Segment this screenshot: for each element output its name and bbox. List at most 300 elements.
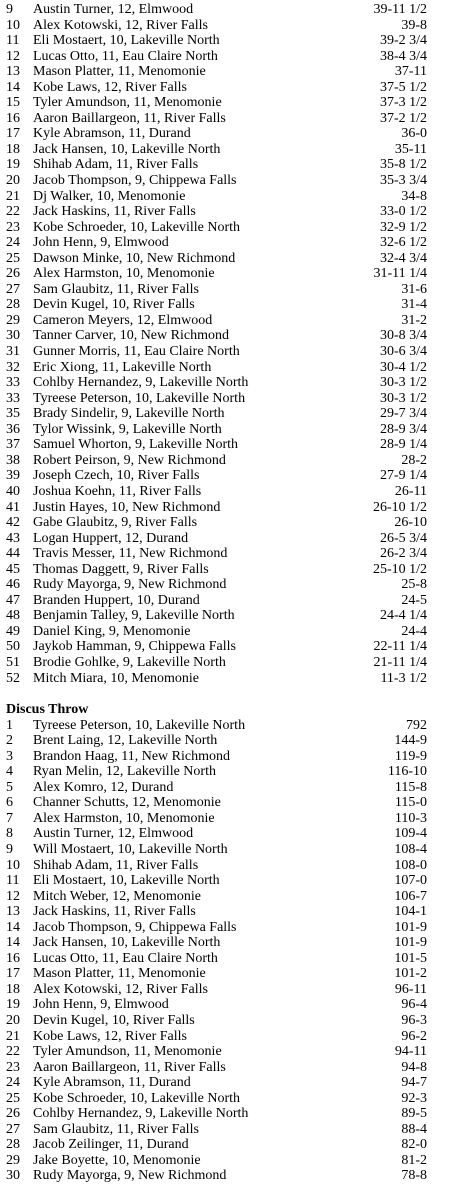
place-number: 16	[6, 950, 20, 966]
athlete-entry: Sam Glaubitz, 11, River Falls	[33, 1121, 199, 1137]
athlete-entry: Jacob Zeilinger, 11, Durand	[33, 1137, 189, 1153]
result-mark: 31-6	[401, 281, 427, 297]
result-row	[0, 655, 455, 671]
result-mark: 38-4 3/4	[379, 48, 427, 64]
place-number: 19	[6, 157, 20, 173]
place-number: 21	[6, 1028, 20, 1044]
result-mark: 94-7	[401, 1075, 427, 1091]
result-mark: 96-2	[401, 1028, 427, 1044]
result-row	[0, 546, 455, 562]
result-row	[0, 515, 455, 531]
place-number: 12	[6, 48, 20, 64]
place-number: 6	[6, 795, 13, 811]
athlete-entry: Eli Mostaert, 10, Lakeville North	[33, 33, 220, 49]
result-mark: 101-2	[394, 966, 427, 982]
result-row	[0, 344, 455, 360]
athlete-entry: Cameron Meyers, 12, Elmwood	[33, 312, 213, 328]
athlete-entry: Shihab Adam, 11, River Falls	[33, 157, 199, 173]
result-row	[0, 982, 455, 998]
place-number: 19	[6, 997, 20, 1013]
place-number: 10	[6, 857, 20, 873]
result-row	[0, 375, 455, 391]
place-number: 2	[6, 733, 13, 749]
place-number: 23	[6, 1059, 20, 1075]
place-number: 31	[6, 344, 20, 360]
athlete-entry: Dj Walker, 10, Menomonie	[33, 188, 186, 204]
place-number: 44	[6, 546, 20, 562]
result-row	[0, 297, 455, 313]
result-row	[0, 468, 455, 484]
athlete-entry: Alex Kotowski, 12, River Falls	[33, 17, 208, 33]
event-title: Discus Throw	[6, 701, 89, 717]
result-row	[0, 718, 455, 734]
result-mark: 34-8	[401, 188, 427, 204]
place-number: 26	[6, 266, 20, 282]
result-row	[0, 80, 455, 96]
result-mark: 24-4	[401, 623, 427, 639]
athlete-entry: Sam Glaubitz, 11, River Falls	[33, 281, 199, 297]
result-row	[0, 313, 455, 329]
result-mark: 33-0 1/2	[379, 204, 427, 220]
result-mark: 32-4 3/4	[379, 250, 427, 266]
result-row	[0, 251, 455, 267]
result-row	[0, 2, 455, 18]
result-mark: 35-11	[394, 141, 427, 157]
result-row	[0, 157, 455, 173]
result-row	[0, 49, 455, 65]
result-mark: 32-6 1/2	[379, 235, 427, 251]
athlete-entry: Kobe Laws, 12, River Falls	[33, 79, 187, 95]
place-number: 43	[6, 530, 20, 546]
place-number: 13	[6, 64, 20, 80]
result-mark: 11-3 1/2	[380, 670, 427, 686]
athlete-entry: Robert Peirson, 9, New Richmond	[33, 452, 226, 468]
result-row	[0, 64, 455, 80]
athlete-entry: Jaykob Hamman, 9, Chippewa Falls	[33, 639, 236, 655]
result-row	[0, 189, 455, 205]
athlete-entry: Justin Hayes, 10, New Richmond	[33, 499, 221, 515]
place-number: 18	[6, 141, 20, 157]
result-mark: 29-7 3/4	[379, 406, 427, 422]
result-row	[0, 328, 455, 344]
result-row	[0, 437, 455, 453]
result-mark: 28-9 1/4	[379, 437, 427, 453]
place-number: 24	[6, 235, 20, 251]
athlete-entry: Jack Hansen, 10, Lakeville North	[33, 141, 221, 157]
result-row	[0, 1060, 455, 1076]
place-number: 20	[6, 173, 20, 189]
place-number: 25	[6, 1090, 20, 1106]
place-number: 5	[6, 779, 13, 795]
result-mark: 94-11	[394, 1044, 427, 1060]
result-mark: 101-9	[394, 935, 427, 951]
athlete-entry: Brent Laing, 12, Lakeville North	[33, 733, 218, 749]
place-number: 10	[6, 17, 20, 33]
result-row	[0, 1137, 455, 1153]
athlete-entry: Tanner Carver, 10, New Richmond	[33, 328, 229, 344]
result-mark: 31-4	[401, 297, 427, 313]
athlete-entry: Lucas Otto, 11, Eau Claire North	[33, 950, 218, 966]
result-mark: 107-0	[394, 873, 427, 889]
result-mark: 25-8	[401, 577, 427, 593]
place-number: 29	[6, 312, 20, 328]
result-row	[0, 639, 455, 655]
section-spacer	[0, 686, 455, 702]
place-number: 12	[6, 888, 20, 904]
place-number: 48	[6, 608, 20, 624]
athlete-entry: Austin Turner, 12, Elmwood	[33, 826, 194, 842]
place-number: 20	[6, 1013, 20, 1028]
result-mark: 101-5	[394, 950, 427, 966]
place-number: 14	[6, 79, 20, 95]
athlete-entry: Jake Boyette, 10, Menomonie	[33, 1152, 201, 1168]
result-mark: 26-5 3/4	[379, 530, 427, 546]
place-number: 23	[6, 219, 20, 235]
result-row	[0, 904, 455, 920]
athlete-entry: Mason Platter, 11, Menomonie	[33, 64, 206, 80]
result-row	[0, 220, 455, 236]
result-mark: 110-3	[394, 810, 427, 826]
result-row	[0, 1122, 455, 1138]
result-row	[0, 360, 455, 376]
place-number: 11	[6, 33, 20, 49]
place-number: 51	[6, 654, 20, 670]
result-mark: 26-2 3/4	[379, 546, 427, 562]
athlete-entry: Eli Mostaert, 10, Lakeville North	[33, 873, 220, 889]
place-number: 33	[6, 375, 20, 391]
athlete-entry: Cohlby Hernandez, 9, Lakeville North	[33, 375, 249, 391]
place-number: 45	[6, 561, 20, 577]
result-mark: 115-0	[394, 795, 427, 811]
athlete-entry: Thomas Daggett, 9, River Falls	[33, 561, 209, 577]
place-number: 42	[6, 515, 20, 531]
result-row	[0, 624, 455, 640]
result-row	[0, 671, 455, 687]
result-mark: 30-8 3/4	[379, 328, 427, 344]
result-mark: 92-3	[401, 1090, 427, 1106]
place-number: 40	[6, 483, 20, 499]
result-row	[0, 422, 455, 438]
place-number: 47	[6, 592, 20, 608]
result-mark: 25-10 1/2	[372, 561, 427, 577]
place-number: 35	[6, 406, 20, 422]
athlete-entry: Ryan Melin, 12, Lakeville North	[33, 764, 216, 780]
result-row	[0, 733, 455, 749]
place-number: 25	[6, 250, 20, 266]
result-row	[0, 500, 455, 516]
result-row	[0, 795, 455, 811]
result-row	[0, 842, 455, 858]
place-number: 32	[6, 359, 20, 375]
athlete-entry: Gunner Morris, 11, Eau Claire North	[33, 344, 240, 360]
result-row	[0, 920, 455, 936]
athlete-entry: Aaron Baillargeon, 11, River Falls	[33, 110, 226, 126]
result-mark: 88-4	[401, 1121, 427, 1137]
athlete-entry: Mitch Weber, 12, Menomonie	[33, 888, 201, 904]
athlete-entry: Alex Harmston, 10, Menomonie	[33, 266, 215, 282]
result-mark: 39-11 1/2	[373, 2, 427, 17]
result-row	[0, 484, 455, 500]
result-row	[0, 749, 455, 765]
athlete-entry: Dawson Minke, 10, New Richmond	[33, 250, 236, 266]
result-mark: 36-0	[401, 126, 427, 142]
place-number: 24	[6, 1075, 20, 1091]
place-number: 27	[6, 1121, 20, 1137]
result-mark: 81-2	[401, 1152, 427, 1168]
result-row	[0, 593, 455, 609]
result-row	[0, 1106, 455, 1122]
place-number: 27	[6, 281, 20, 297]
result-row	[0, 577, 455, 593]
result-mark: 35-3 3/4	[379, 173, 427, 189]
athlete-entry: Tyler Amundson, 11, Menomonie	[33, 1044, 222, 1060]
place-number: 26	[6, 1106, 20, 1122]
place-number: 17	[6, 966, 20, 982]
athlete-entry: Rudy Mayorga, 9, New Richmond	[33, 577, 227, 593]
athlete-entry: Tyreese Peterson, 10, Lakeville North	[33, 717, 246, 733]
result-row	[0, 531, 455, 547]
athlete-entry: Tylor Wissink, 9, Lakeville North	[33, 421, 222, 437]
athlete-entry: Benjamin Talley, 9, Lakeville North	[33, 608, 235, 624]
place-number: 13	[6, 904, 20, 920]
place-number: 11	[6, 873, 20, 889]
result-row	[0, 826, 455, 842]
place-number: 8	[6, 826, 13, 842]
result-row	[0, 1091, 455, 1107]
athlete-entry: Jacob Thompson, 9, Chippewa Falls	[33, 919, 237, 935]
place-number: 22	[6, 1044, 20, 1060]
athlete-entry: Alex Komro, 12, Durand	[33, 779, 174, 795]
result-row	[0, 282, 455, 298]
athlete-entry: Brandon Haag, 11, New Richmond	[33, 748, 230, 764]
athlete-entry: Alex Harmston, 10, Menomonie	[33, 810, 215, 826]
athlete-entry: Tyler Amundson, 11, Menomonie	[33, 95, 222, 111]
result-mark: 96-11	[394, 981, 427, 997]
athlete-entry: John Henn, 9, Elmwood	[33, 997, 169, 1013]
athlete-entry: Tyreese Peterson, 10, Lakeville North	[33, 390, 246, 406]
discus-throw-results	[0, 718, 455, 1184]
result-row	[0, 111, 455, 127]
result-mark: 96-4	[401, 997, 427, 1013]
result-mark: 96-3	[401, 1013, 427, 1028]
result-mark: 26-11	[394, 483, 427, 499]
result-mark: 22-11 1/4	[373, 639, 427, 655]
athlete-entry: Joseph Czech, 10, River Falls	[33, 468, 200, 484]
result-row	[0, 126, 455, 142]
athlete-entry: Lucas Otto, 11, Eau Claire North	[33, 48, 218, 64]
result-row	[0, 780, 455, 796]
athlete-entry: Joshua Koehn, 11, River Falls	[33, 483, 202, 499]
result-mark: 119-9	[394, 748, 427, 764]
result-mark: 106-7	[394, 888, 427, 904]
result-mark: 28-2	[401, 452, 427, 468]
result-mark: 35-8 1/2	[379, 157, 427, 173]
result-row	[0, 142, 455, 158]
athlete-entry: Logan Huppert, 12, Durand	[33, 530, 189, 546]
result-row	[0, 1013, 455, 1029]
place-number: 50	[6, 639, 20, 655]
result-mark: 39-2 3/4	[379, 33, 427, 49]
result-mark: 31-2	[401, 312, 427, 328]
place-number: 22	[6, 204, 20, 220]
result-mark: 37-11	[394, 64, 427, 80]
place-number: 4	[6, 764, 13, 780]
result-row	[0, 608, 455, 624]
result-row	[0, 997, 455, 1013]
result-mark: 115-8	[394, 779, 427, 795]
result-mark: 31-11 1/4	[373, 266, 427, 282]
result-mark: 82-0	[401, 1137, 427, 1153]
athlete-entry: Shihab Adam, 11, River Falls	[33, 857, 199, 873]
result-row	[0, 764, 455, 780]
place-number: 16	[6, 110, 20, 126]
athlete-entry: Cohlby Hernandez, 9, Lakeville North	[33, 1106, 249, 1122]
result-row	[0, 173, 455, 189]
athlete-entry: Aaron Baillargeon, 11, River Falls	[33, 1059, 226, 1075]
place-number: 14	[6, 935, 20, 951]
result-row	[0, 266, 455, 282]
place-number: 52	[6, 670, 20, 686]
athlete-entry: Austin Turner, 12, Elmwood	[33, 2, 194, 17]
result-mark: 30-3 1/2	[379, 375, 427, 391]
result-row	[0, 406, 455, 422]
athlete-entry: Kyle Abramson, 11, Durand	[33, 1075, 191, 1091]
athlete-entry: Channer Schutts, 12, Menomonie	[33, 795, 221, 811]
result-row	[0, 951, 455, 967]
place-number: 15	[6, 95, 20, 111]
place-number: 33	[6, 390, 20, 406]
athlete-entry: Rudy Mayorga, 9, New Richmond	[33, 1168, 227, 1184]
result-row	[0, 1075, 455, 1091]
athlete-entry: Eric Xiong, 11, Lakeville North	[33, 359, 212, 375]
previous-event-results	[0, 2, 455, 686]
athlete-entry: Gabe Glaubitz, 9, River Falls	[33, 515, 198, 531]
result-mark: 89-5	[401, 1106, 427, 1122]
result-mark: 26-10 1/2	[372, 499, 427, 515]
athlete-entry: Brodie Gohlke, 9, Lakeville North	[33, 654, 226, 670]
result-mark: 109-4	[394, 826, 427, 842]
athlete-entry: Branden Huppert, 10, Durand	[33, 592, 200, 608]
result-row	[0, 235, 455, 251]
athlete-entry: Alex Kotowski, 12, River Falls	[33, 981, 208, 997]
result-mark: 108-4	[394, 841, 427, 857]
result-mark: 144-9	[394, 733, 427, 749]
result-row	[0, 811, 455, 827]
result-mark: 24-5	[401, 592, 427, 608]
place-number: 17	[6, 126, 20, 142]
athlete-entry: Brady Sindelir, 9, Lakeville North	[33, 406, 225, 422]
result-mark: 108-0	[394, 857, 427, 873]
athlete-entry: Jack Hansen, 10, Lakeville North	[33, 935, 221, 951]
place-number: 39	[6, 468, 20, 484]
athlete-entry: Devin Kugel, 10, River Falls	[33, 1013, 195, 1028]
athlete-entry: John Henn, 9, Elmwood	[33, 235, 169, 251]
result-row	[0, 1153, 455, 1169]
place-number: 18	[6, 981, 20, 997]
athlete-entry: Kyle Abramson, 11, Durand	[33, 126, 191, 142]
athlete-entry: Samuel Whorton, 9, Lakeville North	[33, 437, 239, 453]
athlete-entry: Kobe Schroeder, 10, Lakeville North	[33, 219, 241, 235]
athlete-entry: Jack Haskins, 11, River Falls	[33, 904, 196, 920]
athlete-entry: Mitch Miara, 10, Menomonie	[33, 670, 200, 686]
place-number: 9	[6, 841, 13, 857]
place-number: 30	[6, 1168, 20, 1184]
result-mark: 27-9 1/4	[379, 468, 427, 484]
result-mark: 792	[406, 717, 427, 733]
result-mark: 30-3 1/2	[379, 390, 427, 406]
result-mark: 26-10	[394, 515, 427, 531]
place-number: 3	[6, 748, 13, 764]
result-mark: 37-2 1/2	[379, 110, 427, 126]
place-number: 9	[6, 2, 13, 17]
place-number: 7	[6, 810, 13, 826]
result-row	[0, 873, 455, 889]
result-row	[0, 1168, 455, 1184]
result-mark: 28-9 3/4	[379, 421, 427, 437]
result-row	[0, 935, 455, 951]
result-mark: 37-3 1/2	[379, 95, 427, 111]
result-row	[0, 966, 455, 982]
athlete-entry: Jack Haskins, 11, River Falls	[33, 204, 196, 220]
athlete-entry: Daniel King, 9, Menomonie	[33, 623, 191, 639]
result-row	[0, 562, 455, 578]
place-number: 37	[6, 437, 20, 453]
result-mark: 30-4 1/2	[379, 359, 427, 375]
result-row	[0, 858, 455, 874]
result-mark: 30-6 3/4	[379, 344, 427, 360]
result-row	[0, 391, 455, 407]
place-number: 1	[6, 717, 13, 733]
place-number: 28	[6, 1137, 20, 1153]
place-number: 29	[6, 1152, 20, 1168]
result-mark: 78-8	[401, 1168, 427, 1184]
result-mark: 37-5 1/2	[379, 79, 427, 95]
result-row	[0, 453, 455, 469]
athlete-entry: Jacob Thompson, 9, Chippewa Falls	[33, 173, 237, 189]
result-mark: 116-10	[387, 764, 427, 780]
place-number: 46	[6, 577, 20, 593]
place-number: 21	[6, 188, 20, 204]
result-row	[0, 889, 455, 905]
result-row	[0, 18, 455, 34]
place-number: 38	[6, 452, 20, 468]
result-row	[0, 204, 455, 220]
athlete-entry: Will Mostaert, 10, Lakeville North	[33, 841, 228, 857]
result-mark: 104-1	[394, 904, 427, 920]
athlete-entry: Kobe Schroeder, 10, Lakeville North	[33, 1090, 241, 1106]
result-mark: 101-9	[394, 919, 427, 935]
athlete-entry: Devin Kugel, 10, River Falls	[33, 297, 195, 313]
place-number: 14	[6, 919, 20, 935]
result-row	[0, 33, 455, 49]
athlete-entry: Mason Platter, 11, Menomonie	[33, 966, 206, 982]
result-mark: 94-8	[401, 1059, 427, 1075]
place-number: 30	[6, 328, 20, 344]
place-number: 28	[6, 297, 20, 313]
result-row	[0, 1044, 455, 1060]
place-number: 41	[6, 499, 20, 515]
result-row	[0, 1029, 455, 1045]
result-mark: 24-4 1/4	[379, 608, 427, 624]
place-number: 49	[6, 623, 20, 639]
result-mark: 21-11 1/4	[373, 654, 427, 670]
result-mark: 32-9 1/2	[379, 219, 427, 235]
result-row	[0, 95, 455, 111]
athlete-entry: Travis Messer, 11, New Richmond	[33, 546, 228, 562]
athlete-entry: Kobe Laws, 12, River Falls	[33, 1028, 187, 1044]
place-number: 36	[6, 421, 20, 437]
result-mark: 39-8	[401, 17, 427, 33]
